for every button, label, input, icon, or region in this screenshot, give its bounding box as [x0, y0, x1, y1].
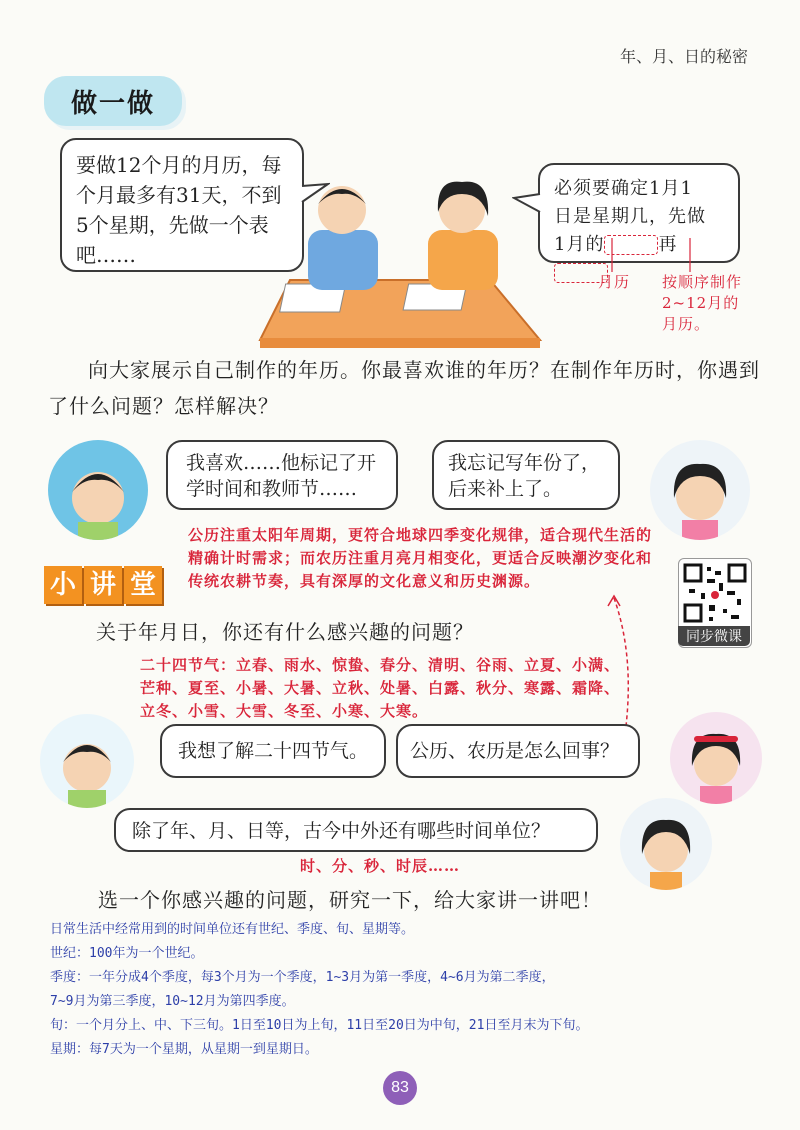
girl-avatar-3 — [670, 712, 762, 804]
time-units-answer: 时、分、秒、时辰…… — [300, 857, 461, 875]
handwritten-notes — [50, 918, 770, 1062]
qr-label: 同步微课 — [678, 626, 750, 646]
boy-speech-bubble-3: 我想了解二十四节气。 — [160, 724, 386, 778]
kids-at-table-illustration — [250, 160, 550, 350]
solar-terms-note: 二十四节气：立春、雨水、惊蛰、春分、清明、谷雨、立夏、小满、芒种、夏至、小暑、大暑、立秋、处暑、白露、秋分、寒露、霜降、立冬、小雪、大雪、冬至、小寒、大寒。 — [140, 656, 621, 720]
boy-avatar — [48, 440, 148, 540]
boy-speech-bubble-2: 我喜欢……他标记了开学时间和教师节…… — [166, 440, 398, 510]
section-title-char: 堂 — [124, 566, 162, 604]
girl2-speech-bubble: 除了年、月、日等，古今中外还有哪些时间单位？ — [114, 808, 598, 852]
note-line: 星期：每7天为一个星期，从星期一到星期日。 — [50, 1042, 318, 1057]
note-line: 7~9月为第三季度，10~12月为第四季度。 — [50, 994, 295, 1009]
annotation-order: 按顺序制作2~12月的月历。 — [662, 273, 743, 333]
calendar-note: 公历注重太阳年周期，更符合地球四季变化规律，适合现代生活的精确计时需求；而农历注重月亮月相变化，更适合反映潮汐变化和传统农耕节奏，具有深厚的文化意义和历史渊源。 — [188, 526, 653, 590]
chapter-header: 年、月、日的秘密 — [619, 49, 748, 66]
girl-bubble-line3a: 1月的 — [554, 234, 605, 255]
note-line: 季度：一年分成4个季度，每3个月为一个季度，1~3月为第一季度，4~6月为第二季度， — [50, 970, 555, 985]
girl-bubble-line3b: 再 — [658, 234, 678, 255]
annotation-arrows — [590, 236, 740, 276]
girl2-avatar — [620, 798, 712, 890]
annotation-yueli: 月历 — [598, 273, 631, 291]
closing-text: 选一个你感兴趣的问题，研究一下，给大家讲一讲吧！ — [98, 888, 602, 912]
girl-speech-bubble-2: 我忘记写年份了，后来补上了。 — [432, 440, 620, 510]
discussion-paragraph: 向大家展示自己制作的年历。你最喜欢谁的年历？在制作年历时，你遇到了什么问题？怎样解决？ — [48, 358, 760, 418]
note-line: 旬：一个月分上、中、下三旬。1日至10日为上旬，11日至20日为中旬，21日至月末为下旬。 — [50, 1018, 589, 1033]
activity-badge: 做一做 — [44, 76, 182, 126]
page-number: 83 — [383, 1071, 417, 1105]
note-line: 世纪：100年为一个世纪。 — [50, 946, 204, 961]
dashed-arrow — [600, 594, 640, 734]
girl-avatar — [650, 440, 750, 540]
section-title-char: 小 — [44, 566, 82, 604]
girl-bubble-line2: 日是星期几，先做 — [554, 206, 706, 227]
boy-speech-bubble: 要做12个月的月历，每个月最多有31天，不到5个星期，先做一个表吧…… — [60, 138, 304, 272]
girl-speech-bubble-3: 公历、农历是怎么回事？ — [396, 724, 640, 778]
question-text: 关于年月日，你还有什么感兴趣的问题？ — [96, 620, 474, 644]
note-line: 日常生活中经常用到的时间单位还有世纪、季度、旬、星期等。 — [50, 922, 415, 937]
section-title-char: 讲 — [84, 566, 122, 604]
section-title-xiaojiangtang — [44, 566, 162, 604]
boy-avatar-3 — [40, 714, 134, 808]
girl-bubble-line1: 必须要确定1月1 — [554, 178, 693, 199]
